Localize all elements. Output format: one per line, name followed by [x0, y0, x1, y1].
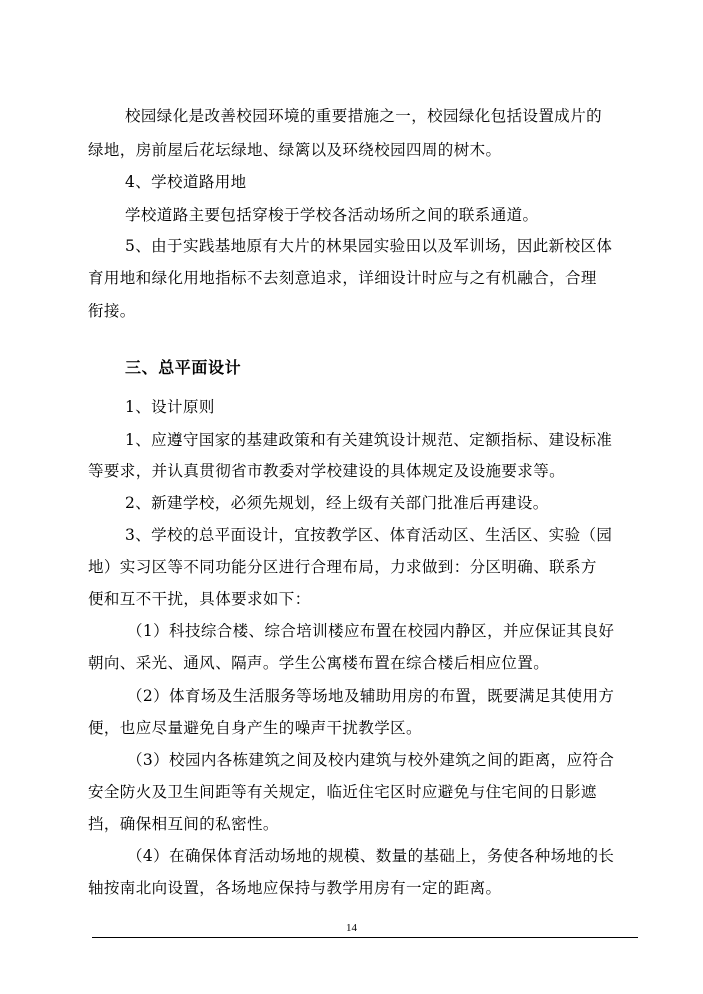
rule-2: 2、新建学校，必须先规划，经上级有关部门批准后再建设。	[125, 494, 549, 512]
requirement-1-line-1: （1）科技综合楼、综合培训楼应布置在校园内静区，并应保证其良好	[127, 622, 615, 640]
requirement-3-line-3: 挡，确保相互间的私密性。	[88, 815, 279, 833]
requirement-3-line-1: （3）校园内各栋建筑之间及校内建筑与校外建筑之间的距离，应符合	[127, 751, 615, 769]
subheading-design-principles: 1、设计原则	[125, 398, 215, 416]
paragraph-roads: 学校道路主要包括穿梭于学校各活动场所之间的联系通道。	[125, 206, 539, 224]
footer-divider	[92, 937, 638, 938]
section-3-heading: 三、总平面设计	[125, 358, 242, 377]
requirement-1-line-2: 朝向、采光、通风、隔声。学生公寓楼布置在综合楼后相应位置。	[88, 654, 550, 672]
requirement-4-line-2: 轴按南北向设置，各场地应保持与教学用房有一定的距离。	[88, 879, 502, 897]
item-4-heading: 4、学校道路用地	[125, 173, 247, 191]
paragraph-greening-line-1: 校园绿化是改善校园环境的重要措施之一，校园绿化包括设置成片的	[125, 107, 603, 125]
rule-3-line-1: 3、学校的总平面设计，宜按教学区、体育活动区、生活区、实验（园	[125, 526, 613, 544]
rule-1-line-1: 1、应遵守国家的基建政策和有关建筑设计规范、定额指标、建设标准	[125, 431, 613, 449]
rule-1-line-2: 等要求，并认真贯彻省市教委对学校建设的具体规定及设施要求等。	[88, 462, 566, 480]
rule-3-line-2: 地）实习区等不同功能分区进行合理布局，力求做到：分区明确、联系方	[88, 558, 597, 576]
requirement-2-line-2: 便，也应尽量避免自身产生的噪声干扰教学区。	[88, 719, 422, 737]
paragraph-item-5-line-3: 衔接。	[88, 302, 136, 320]
page-number: 14	[346, 922, 357, 934]
requirement-3-line-2: 安全防火及卫生间距等有关规定，临近住宅区时应避免与住宅间的日影遮	[88, 783, 597, 801]
paragraph-item-5-line-2: 育用地和绿化用地指标不去刻意追求，详细设计时应与之有机融合，合理	[88, 269, 597, 287]
requirement-2-line-1: （2）体育场及生活服务等场地及辅助用房的布置，既要满足其使用方	[127, 687, 615, 705]
paragraph-item-5-line-1: 5、由于实践基地原有大片的林果园实验田以及军训场，因此新校区体	[125, 237, 613, 255]
requirement-4-line-1: （4）在确保体育活动场地的规模、数量的基础上，务使各种场地的长	[127, 847, 615, 865]
paragraph-greening-line-2: 绿地，房前屋后花坛绿地、绿篱以及环绕校园四周的树木。	[88, 141, 502, 159]
rule-3-line-3: 便和互不干扰，具体要求如下：	[88, 590, 311, 608]
